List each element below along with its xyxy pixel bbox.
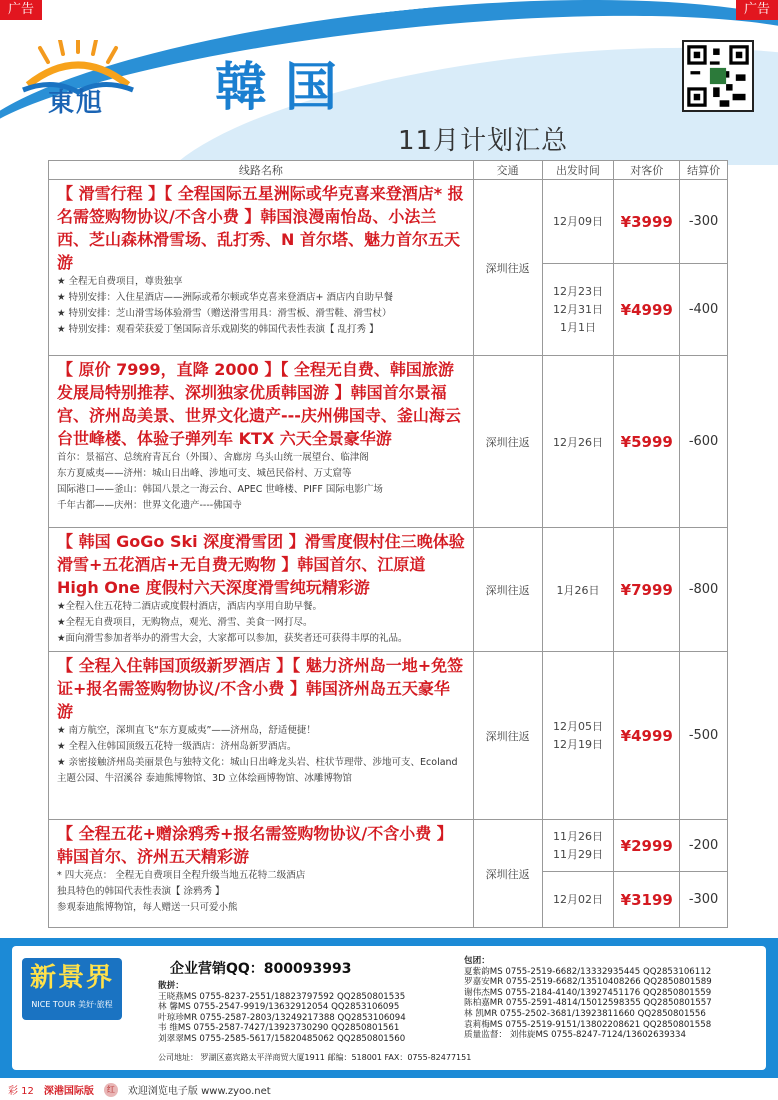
contact-line: 林 凯MR 0755-2502-3681/13923811660 QQ2850801556 [464, 1008, 706, 1019]
route-note: 独具特色的韩国代表性表演【 涂鸦秀 】 [57, 886, 225, 897]
route-note: ★ 亲密接触济州岛美丽景色与独特文化：城山日出峰龙头岩、柱状节理带、涉地可支、Ecoland 主题公园、牛沼溪谷 泰迪熊博物馆、3D 立体绘画博物馆、冰雕博物馆 [57, 757, 458, 784]
departure-date-text: 11月26日 [552, 829, 603, 843]
route-note: ★ 南方航空，深圳直飞“东方夏威夷”——济州岛，舒适便捷！ [57, 725, 316, 736]
brand-logo: 東旭 [48, 88, 105, 118]
customer-price: ¥3999 [614, 180, 679, 264]
route-note: 东方夏威夷——济州：城山日出峰、涉地可支、城邑民俗村、万丈窟等 [57, 468, 352, 479]
contact-line: 刘翠翠MS 0755-2585-5617/15820485062 QQ2850801560 [158, 1033, 406, 1044]
departure-date [543, 872, 614, 927]
page-header [0, 0, 778, 165]
route-note: ★全程入住五花特二酒店或度假村酒店，酒店内享用自助早餐。 [57, 601, 323, 612]
route-name-cell [49, 180, 474, 355]
itinerary-table [48, 160, 728, 928]
departure-date-text: 12月09日 [552, 214, 603, 228]
contact-line: 叶琼珍MR 0755-2587-2803/13249217388 QQ2853106094 [158, 1012, 406, 1023]
contact-line: 夏紫韵MS 0755-2519-6682/13332935445 QQ2853106112 [464, 966, 712, 977]
page-subtitle: 11月计划汇总 [398, 126, 569, 156]
contact-line: 罗嘉安MR 0755-2519-6682/13510408266 QQ2850801589 [464, 977, 712, 988]
route-note: ★ 全程入住韩国顶级五花特一级酒店：济州岛新罗酒店。 [57, 741, 297, 752]
settle-price: -600 [688, 434, 719, 449]
route-title: 【 全程五花+赠涂鸦秀+报名需签购物协议/不含小费 】韩国首尔、济州五天精彩游 [57, 824, 453, 866]
departure-date-text: 1月1日 [559, 320, 596, 334]
departure-date [543, 652, 615, 819]
partner-logo [22, 958, 122, 1020]
customer-price: ¥5999 [614, 356, 680, 527]
col-settle: 结算价 [687, 164, 721, 177]
contact-line: 陈柏嘉MR 0755-2591-4814/15012598355 QQ2850801557 [464, 998, 712, 1009]
date-cell [543, 820, 615, 927]
route-note: ★面向滑雪参加者举办的滑雪大会，大家都可以参加，获奖者还可获得丰厚的礼品。 [57, 633, 408, 644]
settle-price: -300 [688, 891, 719, 907]
customer-price: ¥4999 [614, 652, 680, 819]
col-transport: 交通 [474, 161, 543, 179]
route-note: 国际港口——釜山：韩国八景之一海云台、APEC 世峰楼、PIFF 国际电影广场 [57, 484, 383, 495]
edition-name: 深港国际版 [43, 1086, 94, 1097]
transport-cell: 深圳往返 [474, 820, 543, 927]
settle-price: -300 [680, 180, 727, 264]
route-title: 【 滑雪行程 】【 全程国际五星洲际或华克喜来登酒店* 报名需签购物协议/不含小费 】韩国浪漫南怡岛、小法兰西、芝山森林滑雪场、乱打秀、N 首尔塔、魅力首尔五天游 [57, 184, 464, 272]
settle-price: -800 [688, 582, 719, 597]
departure-date-text: 12月05日 [552, 719, 603, 733]
departure-date-text: 11月29日 [552, 847, 603, 861]
contacts-title: 散拼： [158, 981, 184, 991]
col-price: 对客价 [614, 161, 680, 179]
customer-price: ¥7999 [614, 528, 680, 651]
settle-price: -200 [680, 820, 727, 872]
contact-line: 韦 维MS 0755-2587-7427/13923730290 QQ2850801561 [158, 1023, 400, 1034]
contact-line: 林 馨MS 0755-2547-9919/13632912054 QQ2853106095 [158, 1002, 400, 1013]
route-note: ★全程无自费项目，无购物点，观光、滑雪、美食一网打尽。 [57, 617, 313, 628]
table-header [49, 160, 727, 180]
table-row[interactable] [49, 180, 727, 356]
settle-cell [680, 820, 727, 927]
route-note: ★ 特别安排：芝山滑雪场体验滑雪（赠送滑雪用具：滑雪板、滑雪鞋、滑雪杖） [57, 308, 392, 319]
page-number: 彩 12 [8, 1086, 34, 1097]
customer-price: ¥4999 [620, 300, 673, 319]
departure-date-text: 12月31日 [552, 302, 603, 316]
route-note: 参观泰迪熊博物馆，每人赠送一只可爱小熊 [57, 902, 238, 913]
route-title: 【 韩国 GoGo Ski 深度滑雪团 】滑雪度假村住三晚体验滑雪+五花酒店+无自费无购物 】韩国首尔、江原道 High One 度假村六天深度滑雪纯玩精彩游 [57, 532, 465, 597]
price-cell [614, 180, 680, 355]
table-row[interactable] [49, 356, 727, 528]
contact-line: 谢伟杰MS 0755-2184-4140/13927451176 QQ2850801559 [464, 987, 712, 998]
route-name-cell [49, 528, 474, 651]
table-row[interactable] [49, 820, 727, 928]
transport-cell: 深圳往返 [474, 652, 543, 819]
col-name: 线路名称 [49, 161, 474, 179]
route-note: ★ 全程无自费项目，尊贵独享 [57, 276, 183, 287]
route-title: 【 全程入住韩国顶级新罗酒店 】【 魅力济州岛一地+免签证+报名需签购物协议/不含小费 】韩国济州岛五天豪华游 [57, 656, 464, 721]
page-title: 韓国 [215, 57, 356, 118]
edition-badge-icon: 红 [104, 1083, 118, 1097]
page-footer-bar [0, 1083, 778, 1100]
departure-date-text: 12月19日 [552, 737, 603, 751]
departure-date [543, 820, 614, 872]
departure-date [543, 180, 614, 264]
table-row[interactable] [49, 652, 727, 820]
transport-cell: 深圳往返 [474, 356, 543, 527]
contacts-private-tours [464, 956, 712, 1041]
website-link[interactable]: 欢迎浏览电子版 www.zyoo.net [127, 1086, 271, 1097]
route-note: 首尔：景福宫、总统府青瓦台（外围）、舍廊房 乌头山统一展望台、临津阁 [57, 452, 369, 463]
table-row[interactable] [49, 528, 727, 652]
contact-line: 袁莉梅MS 0755-2519-9151/13802208621 QQ2850801558 [464, 1019, 712, 1030]
date-cell [543, 180, 615, 355]
departure-date [543, 264, 614, 355]
footer-panel [12, 946, 766, 1070]
contact-line: 王晓燕MS 0755-8237-2551/18823797592 QQ2850801535 [158, 991, 406, 1002]
contact-footer [0, 938, 778, 1078]
col-date: 出发时间 [543, 161, 615, 179]
contacts-group-tours [158, 981, 406, 1045]
settle-price: -400 [688, 301, 719, 317]
qr-code-icon[interactable] [682, 40, 754, 112]
departure-date-text: 12月23日 [552, 284, 603, 298]
corporate-qq: 企业营销QQ：800093993 [170, 961, 352, 977]
departure-date: 12月26日 [543, 356, 615, 527]
ad-label-left: 广告 [0, 0, 42, 20]
transport-cell: 深圳往返 [474, 180, 543, 355]
departure-date-text: 12月02日 [552, 892, 603, 906]
contact-line: 质量监督： 刘伟旋MS 0755-8247-7124/13602639334 [464, 1030, 686, 1041]
price-cell [614, 820, 680, 927]
route-note: ★ 特别安排：观看荣获爱丁堡国际音乐戏剧奖的韩国代表性表演【 乱打秀 】 [57, 324, 379, 335]
departure-date: 1月26日 [543, 528, 615, 651]
company-address: 公司地址： 罗湖区嘉宾路太平洋商贸大厦1911 邮编：518001 FAX：0755-82477151 [158, 1053, 472, 1062]
route-title: 【 原价 7999，直降 2000 】【 全程无自费、韩国旅游发展局特别推荐、深圳独家优质韩国游 】韩国首尔景福宫、济州岛美景、世界文化遗产---庆州佛国寺、釜山海云台世峰楼、体验子弹列车 KTX 六天全景豪华游 [57, 360, 461, 448]
ad-label-right: 广告 [736, 0, 778, 20]
partner-logo-cn: 新景界 [29, 963, 114, 993]
customer-price: ¥2999 [614, 820, 679, 872]
transport-cell: 深圳往返 [474, 528, 543, 651]
settle-price: -500 [688, 728, 719, 743]
route-note: 千年古都——庆州：世界文化遗产----佛国寺 [57, 500, 242, 511]
route-name-cell [49, 652, 474, 819]
contacts-title: 包团： [464, 956, 490, 966]
route-note: ★ 特别安排：入住星酒店——洲际或希尔顿或华克喜来登酒店+ 酒店内自助早餐 [57, 292, 394, 303]
partner-logo-en: NICE TOUR 美好·旅程 [31, 1000, 113, 1009]
customer-price: ¥3199 [620, 890, 673, 909]
route-note: * 四大亮点： 全程无自费项目全程升级当地五花特二级酒店 [57, 870, 306, 881]
route-name-cell [49, 820, 474, 927]
settle-cell [680, 180, 727, 355]
route-name-cell [49, 356, 474, 527]
